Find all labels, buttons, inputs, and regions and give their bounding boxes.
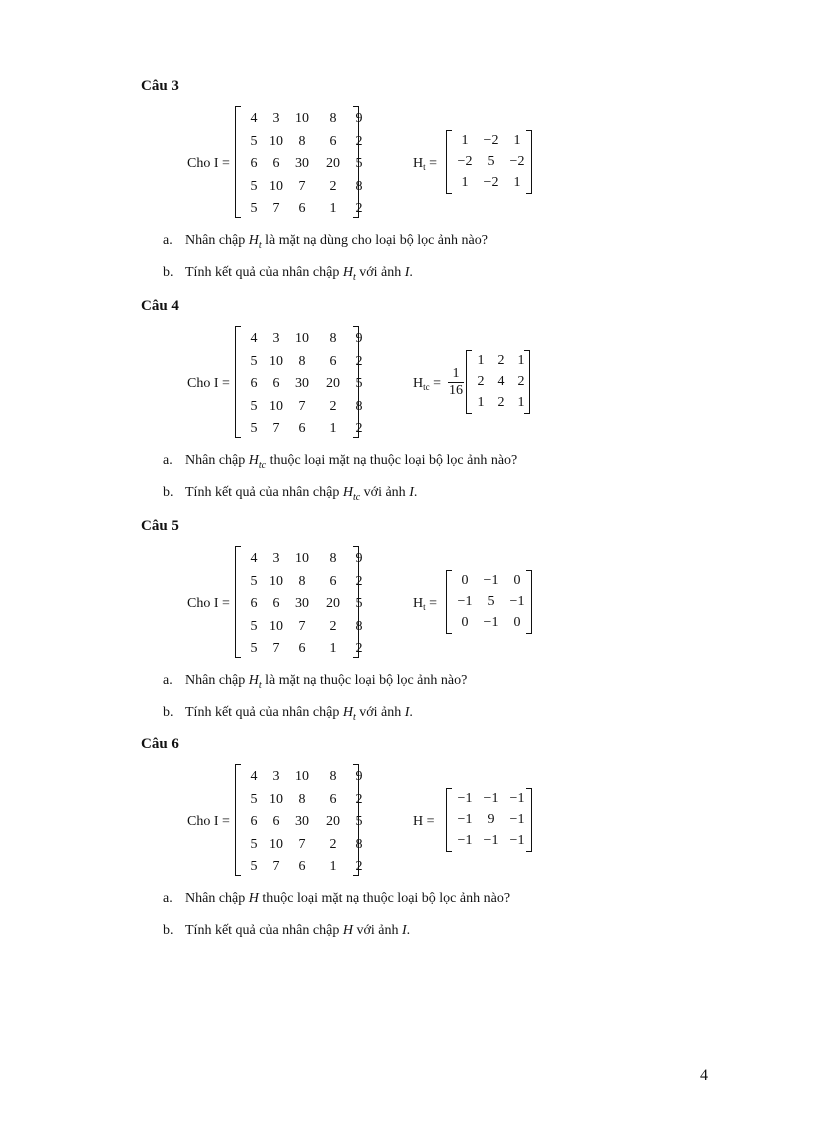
mask-symbol: H bbox=[248, 891, 259, 906]
matrix-h-cell: 9 bbox=[487, 812, 495, 827]
matrix-i-cell: 8 bbox=[329, 331, 337, 346]
matrix-h-cell: 0 bbox=[513, 615, 521, 630]
mask-subscript: t bbox=[352, 711, 356, 723]
matrix-h-cell: −1 bbox=[457, 791, 473, 806]
matrix-i-cell: 2 bbox=[355, 641, 363, 656]
matrix-i-cell: 6 bbox=[329, 791, 337, 807]
mask-symbol: H bbox=[342, 705, 353, 720]
matrix-i-cell: 2 bbox=[355, 859, 363, 874]
matrix-i-cell: 6 bbox=[250, 596, 258, 611]
matrix-i-cell: 2 bbox=[329, 178, 337, 194]
matrix-h-cell: −1 bbox=[457, 594, 473, 609]
matrix-i-cell: 10 bbox=[295, 111, 309, 126]
part-text: với ảnh bbox=[352, 923, 402, 938]
matrix-i-cell: 30 bbox=[295, 814, 309, 829]
matrix-h-cell: −1 bbox=[483, 833, 499, 848]
part-text: . bbox=[409, 265, 413, 280]
mask-subscript: t bbox=[352, 271, 356, 283]
matrix-i-cell: 7 bbox=[272, 859, 280, 874]
question-title: Câu 5 bbox=[141, 518, 179, 534]
matrix-h-cell: 0 bbox=[513, 573, 521, 588]
matrix-h-cell: 1 bbox=[461, 133, 469, 148]
matrix-i-cell: 10 bbox=[269, 133, 283, 149]
part-text: . bbox=[413, 485, 418, 500]
matrix-i-cell: 4 bbox=[250, 551, 258, 566]
part-label: b. bbox=[163, 485, 174, 500]
matrix-i-cell: 30 bbox=[295, 596, 309, 611]
matrix-i-cell: 7 bbox=[298, 398, 306, 414]
matrix-i-cell: 5 bbox=[250, 618, 258, 634]
matrix-i-label: Cho I = bbox=[187, 376, 230, 391]
matrix-h-cell: 5 bbox=[487, 594, 495, 609]
mask-symbol: H bbox=[342, 265, 353, 280]
matrix-h bbox=[446, 570, 532, 634]
matrix-i-cell: 7 bbox=[298, 836, 306, 852]
scale-fraction bbox=[448, 366, 464, 399]
matrix-h-cell: 1 bbox=[517, 395, 525, 410]
matrix-i-cell: 20 bbox=[326, 156, 340, 171]
question-title: Câu 4 bbox=[141, 298, 179, 314]
matrix-i-cell: 6 bbox=[272, 376, 280, 391]
matrix-i-cell: 6 bbox=[329, 573, 337, 589]
matrix-h bbox=[466, 350, 530, 414]
matrix-h-cell: −2 bbox=[483, 175, 499, 190]
matrix-i-cell: 5 bbox=[250, 421, 258, 436]
question-part-a bbox=[163, 453, 517, 471]
mask-symbol: H bbox=[248, 233, 259, 248]
matrix-i-cell: 6 bbox=[272, 814, 280, 829]
matrix-i-cell: 2 bbox=[329, 618, 337, 634]
matrix-i-cell: 10 bbox=[269, 791, 283, 807]
part-text: với ảnh bbox=[360, 485, 410, 500]
question-part-a bbox=[163, 673, 467, 691]
matrix-h-cell: −1 bbox=[457, 812, 473, 827]
matrix-h-cell: 0 bbox=[461, 573, 469, 588]
mask-subscript: tc bbox=[352, 491, 361, 503]
part-text: . bbox=[406, 923, 411, 938]
equals-sign: = bbox=[423, 814, 435, 829]
equals-sign: = bbox=[429, 376, 442, 391]
matrix-i-cell: 9 bbox=[355, 111, 363, 126]
part-text: với ảnh bbox=[355, 705, 405, 720]
matrix-i-cell: 5 bbox=[250, 133, 258, 149]
h-symbol: H bbox=[413, 156, 424, 171]
matrix-h bbox=[446, 130, 532, 194]
matrix-i-cell: 6 bbox=[250, 814, 258, 829]
question-part-b bbox=[163, 265, 413, 283]
matrix-i-cell: 6 bbox=[298, 641, 306, 656]
mask-symbol: H bbox=[248, 673, 259, 688]
matrix-i-cell: 5 bbox=[250, 573, 258, 589]
matrix-i-cell: 5 bbox=[355, 596, 363, 611]
matrix-i-cell: 2 bbox=[329, 836, 337, 852]
matrix-i-cell: 10 bbox=[295, 551, 309, 566]
matrix-i-cell: 6 bbox=[272, 596, 280, 611]
matrix-h-cell: 0 bbox=[461, 615, 469, 630]
matrix-i-cell: 4 bbox=[250, 111, 258, 126]
mask-symbol: H bbox=[248, 453, 259, 468]
h-subscript: tc bbox=[423, 382, 430, 392]
matrix-i-cell: 20 bbox=[326, 814, 340, 829]
matrix-i-cell: 4 bbox=[250, 331, 258, 346]
matrix-i-cell: 1 bbox=[329, 421, 337, 436]
part-text: Nhân chập bbox=[185, 453, 249, 468]
matrix-h-cell: 1 bbox=[477, 395, 485, 410]
question-part-a bbox=[163, 891, 510, 909]
part-label: a. bbox=[163, 673, 173, 688]
part-text: Tính kết quả của nhân chập bbox=[185, 705, 343, 720]
matrix-i-cell: 6 bbox=[298, 421, 306, 436]
matrix-i-label: Cho I = bbox=[187, 814, 230, 829]
matrix-h-cell: 1 bbox=[477, 353, 485, 368]
matrix-i-cell: 7 bbox=[272, 641, 280, 656]
matrix-h bbox=[446, 788, 532, 852]
matrix-i-cell: 3 bbox=[272, 551, 280, 566]
image-symbol: I bbox=[404, 705, 410, 720]
matrix-i-cell: 6 bbox=[250, 376, 258, 391]
matrix-i-cell: 10 bbox=[269, 178, 283, 194]
matrix-i-cell: 5 bbox=[355, 814, 363, 829]
part-label: a. bbox=[163, 453, 173, 468]
fraction-denominator: 16 bbox=[449, 383, 463, 398]
question-part-a bbox=[163, 233, 488, 251]
matrix-i-cell: 8 bbox=[355, 178, 363, 194]
matrix-i-cell: 5 bbox=[250, 791, 258, 807]
matrix-i-cell: 5 bbox=[250, 398, 258, 414]
matrix-h-cell: 1 bbox=[513, 133, 521, 148]
matrix-i-cell: 7 bbox=[298, 618, 306, 634]
matrix-i-cell: 8 bbox=[298, 353, 306, 369]
matrix-i-cell: 5 bbox=[250, 641, 258, 656]
matrix-i-cell: 2 bbox=[355, 573, 363, 589]
matrix-i-label: Cho I = bbox=[187, 156, 230, 171]
mask-symbol: H bbox=[342, 923, 353, 938]
matrix-i-cell: 8 bbox=[355, 398, 363, 414]
matrix-i-cell: 8 bbox=[355, 836, 363, 852]
matrix-i-cell: 10 bbox=[269, 618, 283, 634]
matrix-i-cell: 3 bbox=[272, 769, 280, 784]
matrix-i-cell: 20 bbox=[326, 596, 340, 611]
matrix-h-cell: 1 bbox=[517, 353, 525, 368]
mask-subscript: tc bbox=[258, 459, 267, 471]
question-part-b bbox=[163, 485, 417, 503]
part-text: Tính kết quả của nhân chập bbox=[185, 485, 343, 500]
matrix-i-cell: 2 bbox=[355, 201, 363, 216]
matrix-h-cell: −1 bbox=[509, 833, 525, 848]
part-label: a. bbox=[163, 891, 173, 906]
matrix-i bbox=[235, 546, 363, 658]
matrix-h-label bbox=[413, 376, 441, 392]
matrix-i-cell: 30 bbox=[295, 156, 309, 171]
matrix-h-cell: −1 bbox=[483, 615, 499, 630]
h-symbol: H bbox=[413, 376, 424, 391]
mask-subscript: t bbox=[258, 679, 262, 691]
matrix-i-cell: 5 bbox=[355, 376, 363, 391]
h-symbol: H bbox=[413, 814, 424, 829]
matrix-h-cell: 4 bbox=[497, 374, 505, 389]
matrix-i-cell: 5 bbox=[250, 859, 258, 874]
matrix-i-cell: 6 bbox=[329, 133, 337, 149]
matrix-i-cell: 10 bbox=[295, 331, 309, 346]
part-text: thuộc loại mặt nạ thuộc loại bộ lọc ảnh nào? bbox=[266, 453, 518, 468]
matrix-h-cell: 2 bbox=[477, 374, 485, 389]
matrix-i-cell: 6 bbox=[298, 859, 306, 874]
matrix-i-cell: 9 bbox=[355, 551, 363, 566]
matrix-i-cell: 1 bbox=[329, 859, 337, 874]
matrix-h-label bbox=[413, 814, 435, 830]
matrix-i-cell: 6 bbox=[272, 156, 280, 171]
matrix-i-cell: 5 bbox=[250, 836, 258, 852]
part-text: Tính kết quả của nhân chập bbox=[185, 923, 343, 938]
matrix-i-cell: 2 bbox=[355, 791, 363, 807]
mask-subscript: t bbox=[258, 239, 262, 251]
matrix-i-cell: 10 bbox=[269, 353, 283, 369]
part-text: Nhân chập bbox=[185, 673, 249, 688]
fraction-numerator: 1 bbox=[452, 366, 460, 381]
matrix-h-cell: −1 bbox=[483, 791, 499, 806]
matrix-h-label bbox=[413, 156, 437, 172]
equals-sign: = bbox=[425, 596, 438, 611]
matrix-i bbox=[235, 106, 363, 218]
matrix-i-cell: 10 bbox=[269, 573, 283, 589]
matrix-i-cell: 8 bbox=[329, 111, 337, 126]
h-symbol: H bbox=[413, 596, 424, 611]
page-number: 4 bbox=[700, 1067, 708, 1084]
matrix-i-label: Cho I = bbox=[187, 596, 230, 611]
matrix-i-cell: 6 bbox=[298, 201, 306, 216]
part-text: với ảnh bbox=[355, 265, 405, 280]
matrix-i-cell: 8 bbox=[329, 551, 337, 566]
matrix-i-cell: 9 bbox=[355, 769, 363, 784]
matrix-h-cell: −1 bbox=[509, 791, 525, 806]
matrix-h-cell: −2 bbox=[509, 154, 525, 169]
question-title: Câu 6 bbox=[141, 736, 179, 752]
matrix-i-cell: 2 bbox=[355, 133, 363, 149]
matrix-h-cell: 1 bbox=[513, 175, 521, 190]
matrix-i-cell: 3 bbox=[272, 331, 280, 346]
matrix-h-cell: −1 bbox=[457, 833, 473, 848]
matrix-i-cell: 8 bbox=[298, 133, 306, 149]
matrix-i-cell: 7 bbox=[272, 421, 280, 436]
matrix-i-cell: 10 bbox=[269, 398, 283, 414]
matrix-i-cell: 10 bbox=[295, 769, 309, 784]
part-text: Nhân chập bbox=[185, 233, 249, 248]
matrix-h-cell: −2 bbox=[457, 154, 473, 169]
matrix-i-cell: 6 bbox=[250, 156, 258, 171]
mask-symbol: H bbox=[342, 485, 353, 500]
matrix-i-cell: 8 bbox=[355, 618, 363, 634]
image-symbol: I bbox=[401, 923, 407, 938]
matrix-i-cell: 7 bbox=[298, 178, 306, 194]
question-title: Câu 3 bbox=[141, 78, 179, 94]
matrix-h-cell: −2 bbox=[483, 133, 499, 148]
matrix-h-cell: 2 bbox=[517, 374, 525, 389]
part-text: là mặt nạ thuộc loại bộ lọc ảnh nào? bbox=[261, 673, 468, 688]
matrix-h-label bbox=[413, 596, 437, 612]
part-label: b. bbox=[163, 265, 174, 280]
h-subscript: t bbox=[423, 602, 426, 612]
matrix-h-cell: −1 bbox=[509, 812, 525, 827]
matrix-i-cell: 2 bbox=[355, 353, 363, 369]
matrix-h-cell: 2 bbox=[497, 395, 505, 410]
matrix-i-cell: 5 bbox=[250, 353, 258, 369]
matrix-i-cell: 1 bbox=[329, 201, 337, 216]
matrix-i bbox=[235, 764, 363, 876]
matrix-h-cell: −1 bbox=[509, 594, 525, 609]
part-label: b. bbox=[163, 923, 174, 938]
matrix-h-cell: 2 bbox=[497, 353, 505, 368]
matrix-i-cell: 5 bbox=[355, 156, 363, 171]
part-text: thuộc loại mặt nạ thuộc loại bộ lọc ảnh nào? bbox=[258, 891, 511, 906]
part-label: b. bbox=[163, 705, 174, 720]
part-text: . bbox=[409, 705, 413, 720]
matrix-i-cell: 8 bbox=[298, 573, 306, 589]
part-text: là mặt nạ dùng cho loại bộ lọc ảnh nào? bbox=[261, 233, 488, 248]
matrix-i-cell: 30 bbox=[295, 376, 309, 391]
matrix-h-cell: 1 bbox=[461, 175, 469, 190]
matrix-i-cell: 5 bbox=[250, 178, 258, 194]
matrix-i-cell: 1 bbox=[329, 641, 337, 656]
matrix-i-cell: 8 bbox=[298, 791, 306, 807]
matrix-i-cell: 5 bbox=[250, 201, 258, 216]
part-text: Nhân chập bbox=[185, 891, 249, 906]
part-label: a. bbox=[163, 233, 173, 248]
matrix-i-cell: 7 bbox=[272, 201, 280, 216]
h-subscript: t bbox=[423, 162, 426, 172]
matrix-h-cell: −1 bbox=[483, 573, 499, 588]
equals-sign: = bbox=[425, 156, 438, 171]
matrix-i bbox=[235, 326, 363, 438]
matrix-i-cell: 20 bbox=[326, 376, 340, 391]
matrix-h-cell: 5 bbox=[487, 154, 495, 169]
matrix-i-cell: 2 bbox=[329, 398, 337, 414]
matrix-i-cell: 2 bbox=[355, 421, 363, 436]
matrix-i-cell: 9 bbox=[355, 331, 363, 346]
matrix-i-cell: 10 bbox=[269, 836, 283, 852]
image-symbol: I bbox=[404, 265, 410, 280]
question-part-b bbox=[163, 923, 410, 941]
matrix-i-cell: 3 bbox=[272, 111, 280, 126]
part-text: Tính kết quả của nhân chập bbox=[185, 265, 343, 280]
question-part-b bbox=[163, 705, 413, 723]
image-symbol: I bbox=[409, 485, 414, 500]
matrix-i-cell: 6 bbox=[329, 353, 337, 369]
matrix-i-cell: 8 bbox=[329, 769, 337, 784]
matrix-i-cell: 4 bbox=[250, 769, 258, 784]
